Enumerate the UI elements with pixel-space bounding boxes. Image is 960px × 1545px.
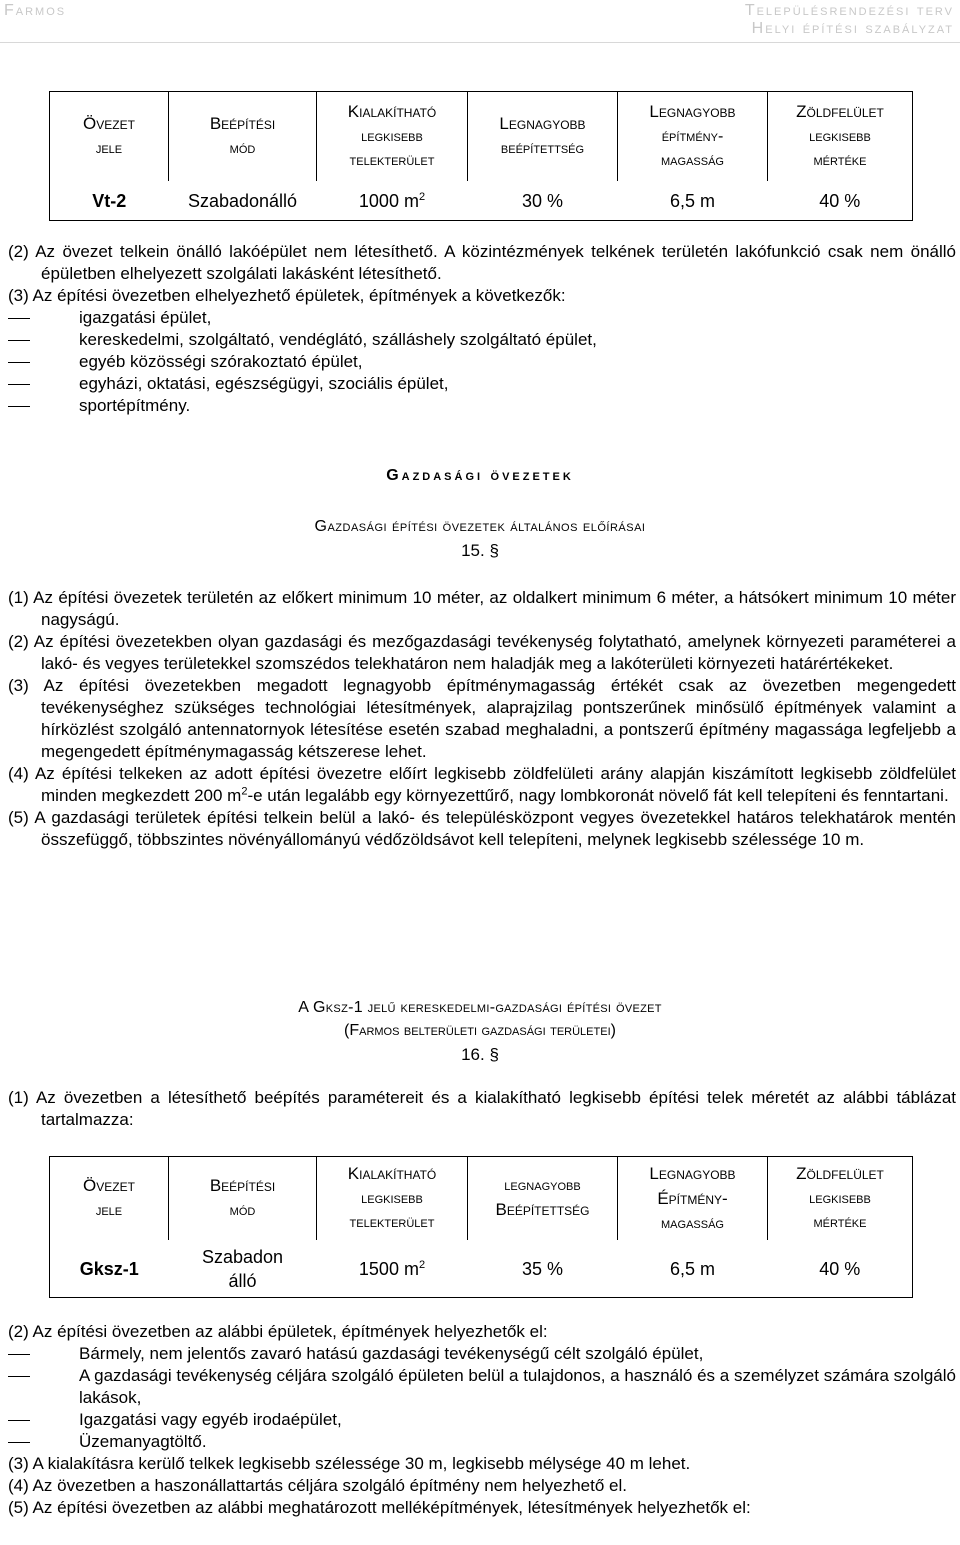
cell-max-coverage: 30 % (468, 181, 618, 221)
section-title: Gazdasági övezetek (386, 467, 574, 484)
paragraph-2: (2) Az építési övezetekben olyan gazdasági és mezőgazdasági tevékenység folytatható, amelynek környezeti paraméterei a lakó- és vegyes területekkel szomszédos telekhatáron nem haladják meg a lakóterületi környezeti határértékeket. (8, 632, 956, 673)
header-line: legkisebb (361, 1190, 423, 1207)
gksz-number: 16. § (461, 1045, 499, 1064)
gksz-rules (8, 1321, 956, 1519)
header-line: mód (229, 140, 256, 157)
dash-bullet (8, 318, 30, 319)
col-header-zone (50, 92, 169, 182)
col-header-max-coverage (468, 92, 618, 182)
general-rules (8, 587, 956, 851)
cell-build-mode (169, 1240, 317, 1298)
list-item (8, 1409, 956, 1431)
header-line: legnagyobb (504, 1177, 581, 1194)
header-line: mértéke (813, 1214, 867, 1231)
list-item (8, 395, 956, 417)
col-header-build-mode (169, 92, 317, 182)
list-item-text: Bármely, nem jelentős zavaró hatású gazdasági tevékenységű célt szolgáló épület, (79, 1344, 704, 1363)
paragraph-4-text-a: (4) Az építési telkeken az adott építési övezetre előírt legkisebb zöldfelületi arány alapján kiszámított legkisebb zöldfelület minden megkezdett 200 m (8, 764, 956, 805)
cell-max-height: 6,5 m (618, 1240, 768, 1298)
dash-bullet (8, 1354, 30, 1355)
dash-bullet (8, 1442, 30, 1443)
header-line: Zöldfelület (796, 102, 884, 121)
dash-bullet (8, 406, 30, 407)
list-item-text: kereskedelmi, szolgáltató, vendéglátó, szálláshely szolgáltató épület, (79, 330, 597, 349)
table-row (50, 1240, 913, 1298)
cell-min-plot-value: 1000 m (358, 190, 419, 211)
section-subtitle: Gazdasági építési övezetek általános előírásai (314, 518, 646, 535)
paragraph-3: (3) Az építési övezetekben megadott legnagyobb építménymagasság értékét csak az övezetben megengedett tevékenységhez szükséges technológiai létesítmények, alaprajzilag pontszerűnek minősülő építmények valamint a hírközlést szolgáló antennatornyok létesítése esetén szabad meghaladni, a pontszerű építmény magassága legfeljebb a megengedett építménymagasság kétszerese lehet. (8, 676, 956, 761)
header-line: jele (95, 140, 123, 157)
list-item (8, 1365, 956, 1409)
col-header-green-area (768, 1157, 913, 1241)
header-line: telekterület (349, 152, 435, 169)
cell-green-area: 40 % (768, 1240, 913, 1298)
header-line: Beépítettség (495, 1200, 590, 1219)
header-line: magasság (661, 152, 724, 169)
paragraph-5: (5) Az építési övezetben az alábbi meghatározott melléképítmények, létesítmények helyezhetők el: (8, 1498, 751, 1517)
list-item-text: Igazgatási vagy egyéb irodaépület, (79, 1410, 342, 1429)
paragraph-3: (3) Az építési övezetben elhelyezhető épületek, építmények a következők: (8, 286, 566, 305)
list-item-text: egyéb közösségi szórakoztató épület, (79, 352, 363, 371)
paragraph-2: (2) Az övezet telkein önálló lakóépület nem létesíthető. A közintézmények telkének területén lakófunkció csak nem önálló épületben elhelyezett szolgálati lakásként létesíthető. (8, 242, 956, 283)
header-line: Zöldfelület (796, 1164, 884, 1183)
cell-min-plot-sup: 2 (418, 1258, 426, 1271)
col-header-max-height (618, 92, 768, 182)
cell-max-coverage: 35 % (468, 1240, 618, 1298)
vt2-parameter-table (49, 91, 913, 221)
list-item-text: igazgatási épület, (79, 308, 212, 327)
cell-min-plot-sup: 2 (418, 190, 426, 203)
cell-build-mode: Szabadonálló (169, 181, 317, 221)
gksz-title: A Gksz-1 jelű kereskedelmi-gazdasági építési övezet (298, 999, 662, 1016)
cell-build-mode-line1: Szabadon (201, 1246, 284, 1267)
paragraph-4 (8, 763, 956, 807)
paragraph-2: (2) Az építési övezetben az alábbi épületek, építmények helyezhetők el: (8, 1322, 548, 1341)
list-item (8, 351, 956, 373)
paragraph-1: (1) Az övezetben a létesíthető beépítés paramétereit és a kialakítható legkisebb építési telek méretét az alábbi táblázat tartalmazza: (8, 1088, 956, 1129)
header-line: Legnagyobb (499, 114, 586, 133)
header-line: legkisebb (809, 128, 871, 145)
header-line: Legnagyobb (649, 102, 736, 121)
cell-max-height: 6,5 m (618, 181, 768, 221)
cell-green-area: 40 % (768, 181, 913, 221)
paragraph-3: (3) A kialakításra kerülő telkek legkisebb szélessége 30 m, legkisebb mélysége 40 m lehet. (8, 1454, 691, 1473)
list-item (8, 1431, 956, 1453)
header-line: beépítettség (500, 140, 585, 157)
paragraph-1: (1) Az építési övezetek területén az előkert minimum 10 méter, az oldalkert minimum 6 méter, a hátsókert minimum 10 méter nagyságú. (8, 588, 956, 629)
section-number: 15. § (461, 541, 499, 560)
cell-min-plot (317, 181, 468, 221)
col-header-min-plot (317, 1157, 468, 1241)
cell-zone: Vt-2 (50, 181, 169, 221)
dash-bullet (8, 1376, 30, 1377)
header-line: mértéke (813, 152, 867, 169)
list-item (8, 373, 956, 395)
col-header-min-plot (317, 92, 468, 182)
dash-bullet (8, 340, 30, 341)
header-line: Építmény- (657, 1188, 728, 1208)
dash-bullet (8, 384, 30, 385)
cell-zone: Gksz-1 (50, 1240, 169, 1298)
cell-build-mode-line2: álló (228, 1270, 257, 1291)
list-item-text: Üzemanyagtöltő. (79, 1432, 207, 1451)
cell-min-plot-value: 1500 m (358, 1258, 419, 1279)
header-line: Beépítési (209, 114, 276, 133)
header-line: Kialakítható (347, 102, 437, 121)
table-header-row (50, 1157, 913, 1241)
header-line: magasság (661, 1214, 724, 1232)
header-line: Kialakítható (347, 1164, 437, 1183)
header-line: Legnagyobb (649, 1163, 736, 1183)
col-header-build-mode (169, 1157, 317, 1241)
paragraph-4-text-b: -e után legalább egy környezettűrő, nagy lombkoronát növelő fát kell telepíteni és fenntartani. (247, 786, 949, 805)
col-header-max-coverage (468, 1157, 618, 1241)
list-item (8, 307, 956, 329)
col-header-zone (50, 1157, 169, 1241)
col-header-green-area (768, 92, 913, 182)
header-right-title (745, 2, 954, 20)
dash-bullet (8, 1420, 30, 1421)
header-left (4, 2, 66, 20)
paragraph-4-sup: 2 (241, 785, 248, 798)
gksz-intro (8, 1087, 956, 1131)
table-header-row (50, 92, 913, 182)
dash-bullet (8, 362, 30, 363)
paragraph-4: (4) Az övezetben a haszonállattartás céljára szolgáló építmény nem helyezhető el. (8, 1476, 627, 1495)
header-right-subtitle (752, 20, 954, 38)
header-left-text: Farmos (4, 2, 67, 19)
vt2-rules (8, 241, 956, 417)
col-header-max-height (618, 1157, 768, 1241)
gksz-subtitle: (Farmos belterületi gazdasági területei) (344, 1022, 616, 1039)
list-item (8, 1343, 956, 1365)
list-item-text: sportépítmény. (79, 396, 191, 415)
header-divider (0, 42, 960, 43)
header-line: legkisebb (361, 128, 423, 145)
list-item (8, 329, 956, 351)
header-line: Övezet (83, 114, 135, 133)
header-line: legkisebb (809, 1190, 871, 1207)
header-line: építmény- (661, 128, 724, 145)
header-right-line2: Helyi építési szabályzat (751, 20, 954, 37)
list-item-text: A gazdasági tevékenység céljára szolgáló épületen belül a tulajdonos, a használó és a személyzet számára szolgáló lakások, (79, 1366, 956, 1407)
header-right-line1: Településrendezési terv (744, 2, 954, 19)
table-row (50, 181, 913, 221)
paragraph-5: (5) A gazdasági területek építési telkein belül a lakó- és településközpont vegyes övezetekkel határos telekhatárok mentén összefüggő, többszintes növényállományú védőzöldsávot kell telepíteni, melynek legkisebb szélessége 10 m. (8, 808, 956, 849)
gksz1-parameter-table (49, 1156, 913, 1298)
header-line: telekterület (349, 1214, 435, 1231)
header-line: jele (95, 1202, 123, 1219)
header-line: Övezet (83, 1176, 135, 1195)
list-item-text: egyházi, oktatási, egészségügyi, szociális épület, (79, 374, 449, 393)
cell-min-plot (317, 1240, 468, 1298)
header-line: Beépítési (209, 1176, 276, 1195)
header-line: mód (229, 1202, 256, 1219)
